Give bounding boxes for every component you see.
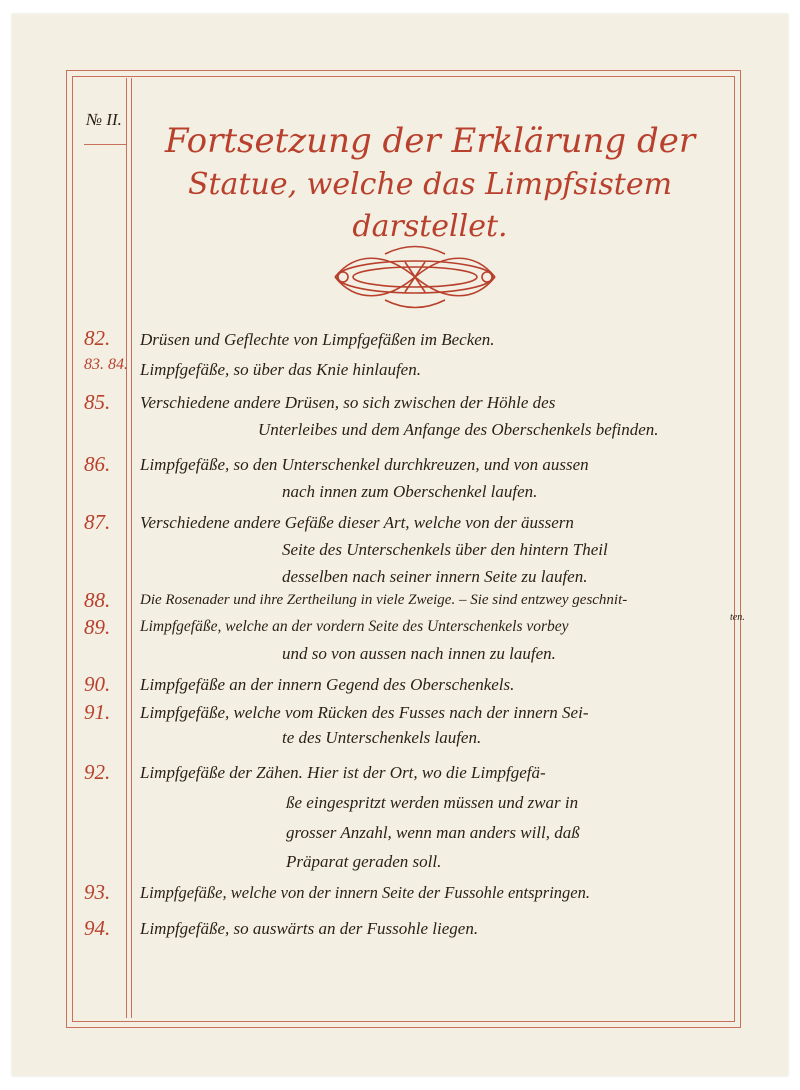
entry-text: Seite des Unterschenkels über den hintern Theil xyxy=(282,540,608,559)
entry-text: Limpfgefäße der Zähen. Hier ist der Ort, wo die Limpfgefä- xyxy=(140,763,546,782)
entry-text: nach innen zum Oberschenkel laufen. xyxy=(282,482,538,501)
title-line-2: Statue, welche das Limpfsistem darstellet. xyxy=(187,167,673,244)
entry-text: Limpfgefäße, welche vom Rücken des Fusses nach der innern Sei- xyxy=(140,703,589,722)
margin-rule xyxy=(126,78,127,1018)
page-title xyxy=(140,118,720,248)
entry-number: 92. xyxy=(84,760,111,784)
entry-text: Limpfgefäße, so den Unterschenkel durchkreuzen, und von aussen xyxy=(140,455,589,474)
entry-note: ten. xyxy=(730,612,745,623)
entry-text: Drüsen und Geflechte von Limpfgefäßen im Becken. xyxy=(140,330,495,349)
entry-text: Limpfgefäße, so auswärts an der Fussohle liegen. xyxy=(140,919,479,938)
margin-rule-inner xyxy=(131,78,132,1018)
entry-number: 83. 84. xyxy=(84,356,128,373)
calligraphic-flourish-icon xyxy=(325,242,505,312)
entry-number: 93. xyxy=(84,880,111,904)
entry-text: Limpfgefäße, welche von der innern Seite der Fussohle entspringen. xyxy=(140,883,590,902)
title-line-1: Fortsetzung der Erklärung der xyxy=(164,121,696,161)
entry-text: desselben nach seiner innern Seite zu laufen. xyxy=(282,567,588,586)
entry-text: ße eingespritzt werden müssen und zwar in xyxy=(286,793,579,812)
entry-text: Präparat geraden soll. xyxy=(286,852,442,871)
entry-number: 89. xyxy=(84,615,111,639)
entry-text: grosser Anzahl, wenn man anders will, daß xyxy=(286,823,580,842)
entry-number: 91. xyxy=(84,700,111,724)
entry-text: Limpfgefäße, so über das Knie hinlaufen. xyxy=(140,360,421,379)
entry-text: und so von aussen nach innen zu laufen. xyxy=(282,644,556,663)
entry-number: 94. xyxy=(84,916,111,940)
entry-text: Verschiedene andere Gefäße dieser Art, welche von der äussern xyxy=(140,513,574,532)
plate-number: № II. xyxy=(86,110,122,129)
entry-text: Limpfgefäße an der innern Gegend des Oberschenkels. xyxy=(140,675,515,694)
entry-number: 82. xyxy=(84,326,111,350)
entry-text: Limpfgefäße, welche an der vordern Seite des Unterschenkels vorbey xyxy=(140,618,569,635)
entry-text: Verschiedene andere Drüsen, so sich zwischen der Höhle des xyxy=(140,393,556,412)
entry-number: 90. xyxy=(84,672,111,696)
entry-number: 85. xyxy=(84,390,111,414)
entry-number: 88. xyxy=(84,588,111,612)
entry-text: te des Unterschenkels laufen. xyxy=(282,728,482,747)
entry-number: 87. xyxy=(84,510,111,534)
entry-text: Unterleibes und dem Anfange des Oberschenkels befinden. xyxy=(258,420,659,439)
entry-text: Die Rosenader und ihre Zertheilung in viele Zweige. – Sie sind entzwey geschnit- xyxy=(140,592,628,608)
entry-number: 86. xyxy=(84,452,111,476)
